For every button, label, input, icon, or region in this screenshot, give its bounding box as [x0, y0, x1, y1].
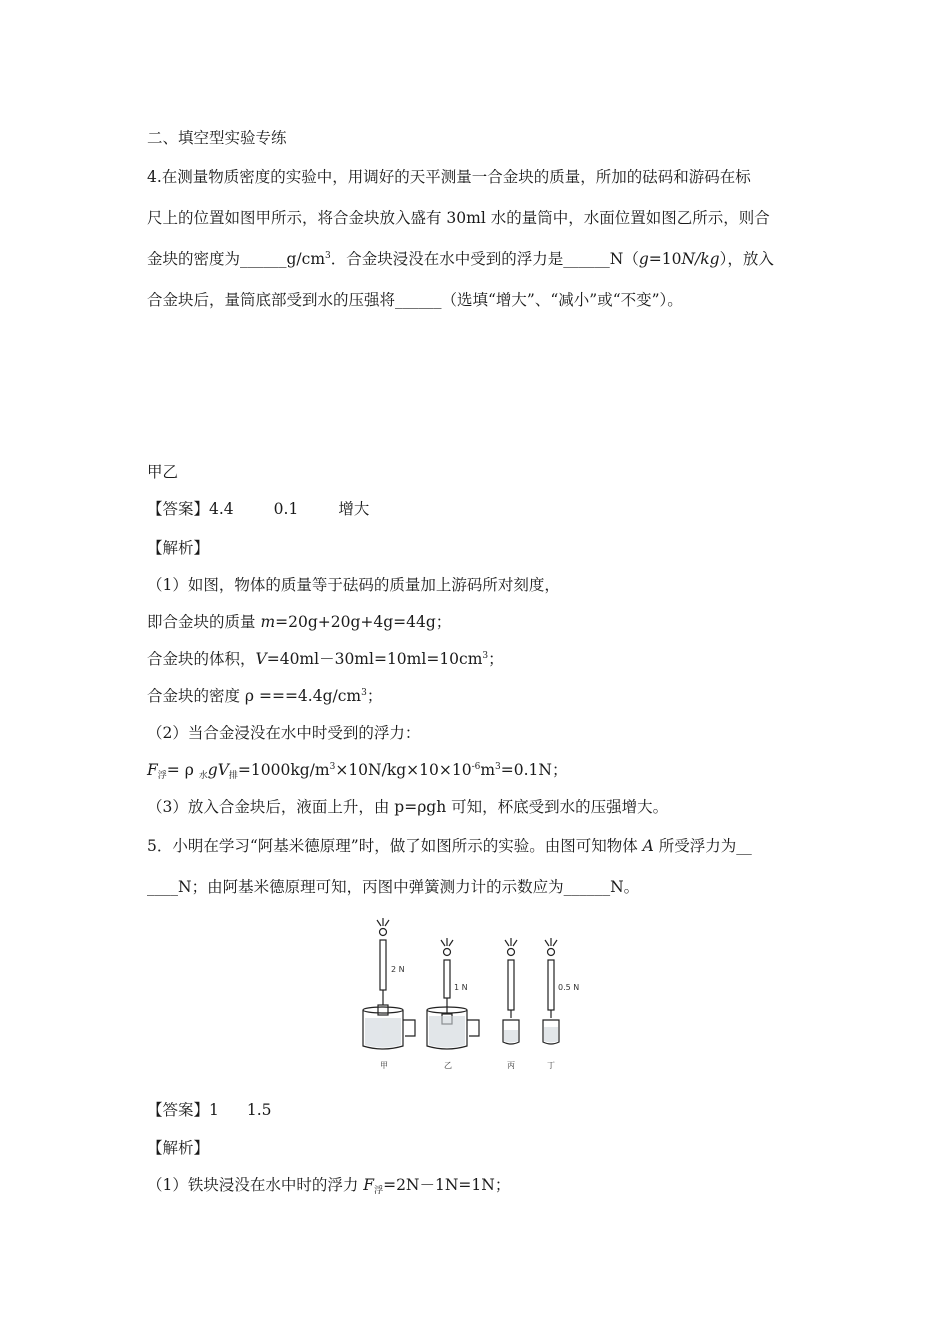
- analysis-text: 即合金块的质量: [147, 613, 261, 631]
- q4-text: ），放入: [719, 250, 774, 268]
- answer-label: 【答案】: [147, 500, 210, 518]
- q4-analysis-6: $F_浮= \rho$ $_水gV_排=1000kg/m^3\times 10N/kg\times 10\times 10^{-6}m^3=0.1N$；: [147, 761, 568, 781]
- q4-analysis-7: （3）放入合金块后，液面上升，由 p=ρgh 可知，杯底受到水的压强增大。: [147, 798, 669, 816]
- q5-analysis-1: （1）铁块浸没在水中时的浮力 $F_浮=2N-1N=1N$；: [147, 1176, 511, 1196]
- archimedes-experiment-illustration: [355, 910, 595, 1075]
- label-yi: 乙: [444, 1061, 452, 1070]
- answer-value: 1.5: [246, 1101, 272, 1119]
- analysis-text: ×10N/kg×10×10: [335, 761, 472, 779]
- analysis-text: =1000kg/m: [237, 761, 330, 779]
- q4-analysis-5: （2）当合金浸没在水中时受到的浮力：: [147, 724, 421, 742]
- label-bing: 丙: [507, 1061, 515, 1070]
- q4-line-4: 合金块后，量筒底部受到水的压强将______（选填“增大”、“减小”或“不变”）。: [147, 291, 683, 309]
- analysis-text: =0.1N；: [500, 761, 568, 779]
- q4-analysis-4: 合金块的密度 $\rho ===4.4g/cm^3$；: [147, 687, 383, 705]
- q5-analysis-label: 【解析】: [147, 1139, 210, 1157]
- q5-line-1: [147, 836, 752, 856]
- analysis-text: = ρ: [166, 761, 199, 779]
- analysis-text: F: [363, 1176, 375, 1194]
- q5-text: A: [642, 837, 654, 855]
- analysis-text: g: [207, 761, 218, 779]
- q4-analysis-label: 【解析】: [147, 539, 210, 557]
- q4-text: 金块的密度为______g/cm: [147, 250, 326, 268]
- analysis-text: V: [217, 761, 229, 779]
- analysis-text: 合金块的体积，: [147, 650, 256, 668]
- q4-analysis-2: [147, 612, 451, 632]
- q5-text: 5．小明在学习“阿基米德原理”时，做了如图所示的实验。由图可知物体: [147, 837, 643, 855]
- answer-value: 4.4: [209, 500, 234, 518]
- analysis-text: =2N－1N=1N；: [383, 1176, 511, 1194]
- q4-text: g: [638, 250, 649, 268]
- q5-answer: [147, 1100, 272, 1120]
- q4-answer: [147, 499, 369, 519]
- section-heading: 二、填空型实验专练: [147, 129, 287, 147]
- answer-label: 【答案】: [147, 1101, 210, 1119]
- analysis-text: m: [480, 761, 496, 779]
- q4-line-3: 金块的密度为$\_\_\_\_\_\_g/cm^3$．合金块浸没在水中受到的浮力是______N（g=10N/kg），放入: [147, 250, 774, 268]
- q4-text: =10: [648, 250, 682, 268]
- answer-value: 1: [209, 1101, 219, 1119]
- label-jia: 甲: [380, 1061, 388, 1070]
- label-ding: 丁: [547, 1061, 555, 1070]
- q4-line-2: 尺上的位置如图甲所示，将合金块放入盛有 30ml 水的量筒中，水面位置如图乙所示，则合: [147, 209, 770, 227]
- analysis-text: F: [147, 761, 158, 779]
- analysis-text: ；: [366, 687, 383, 705]
- answer-value: 增大: [338, 500, 370, 518]
- q4-text: ．合金块浸没在水中受到的浮力是______N（: [330, 250, 639, 268]
- reading-ding: 0.5 N: [558, 983, 580, 992]
- answer-value: 0.1: [273, 500, 299, 518]
- q4-text: N/kg: [681, 250, 720, 268]
- reading-jia: 2 N: [391, 965, 405, 974]
- analysis-text: =40ml－30ml=10ml=10cm: [266, 650, 483, 668]
- q4-analysis-1: （1）如图，物体的质量等于砝码的质量加上游码所对刻度，: [147, 576, 560, 594]
- analysis-text: m: [260, 613, 276, 631]
- q4-figure-caption: 甲乙: [147, 463, 179, 481]
- reading-yi: 1 N: [454, 983, 468, 992]
- q4-line-1: 4.在测量物质密度的实验中，用调好的天平测量一合金块的质量，所加的砝码和游码在标: [147, 168, 751, 186]
- analysis-text: V: [255, 650, 267, 668]
- analysis-text: ；: [488, 650, 504, 668]
- q4-analysis-3: 合金块的体积，$V=40ml-30ml=10ml=10cm^3$；: [147, 650, 504, 668]
- archimedes-experiment-figure: [355, 910, 595, 1075]
- q5-text: 所受浮力为__: [653, 837, 752, 855]
- q5-line-2: ____N；由阿基米德原理可知，丙图中弹簧测力计的示数应为______N。: [147, 878, 640, 896]
- analysis-text: 合金块的密度 ρ ===4.4g/cm: [147, 687, 362, 705]
- analysis-text: =20g+20g+4g=44g；: [275, 613, 452, 631]
- analysis-text: （1）铁块浸没在水中时的浮力: [147, 1176, 364, 1194]
